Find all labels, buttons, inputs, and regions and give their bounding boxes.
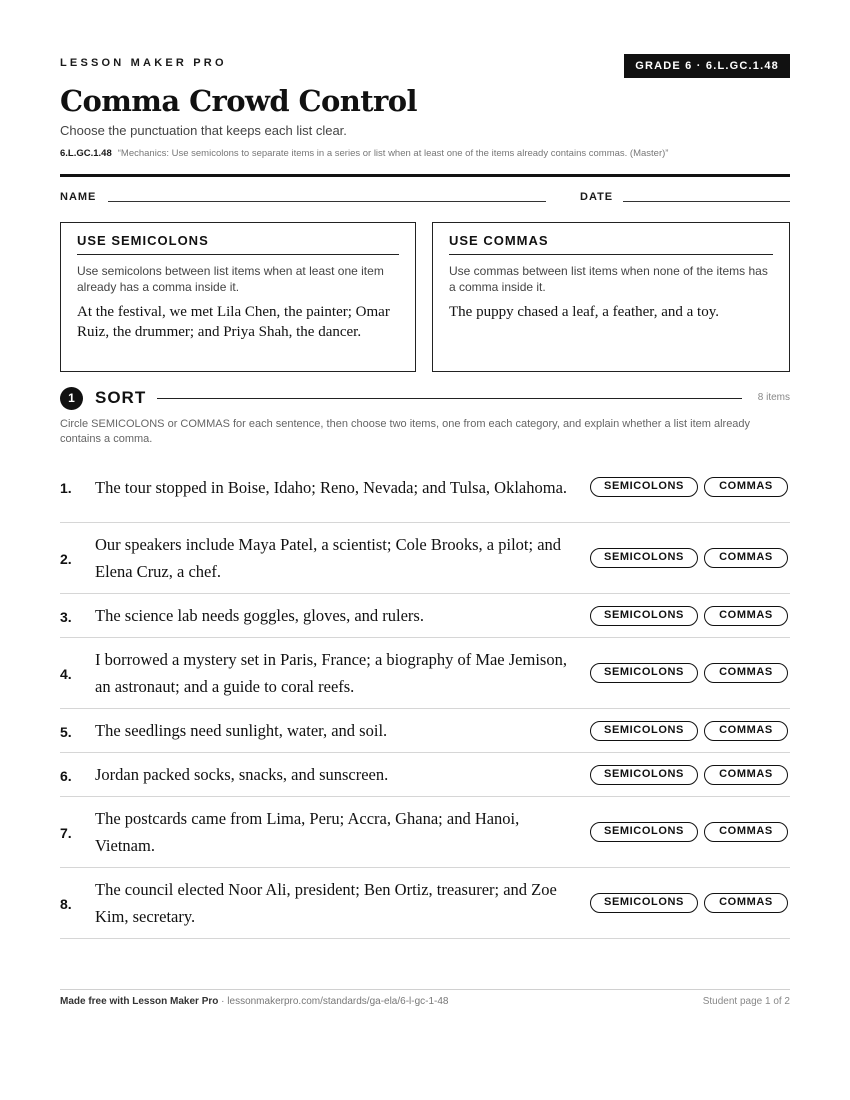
rule-box-commas	[432, 222, 790, 372]
item-count: 8 items	[757, 392, 790, 403]
standard-line	[60, 148, 668, 159]
date-field[interactable]	[623, 201, 790, 202]
list-item	[60, 523, 790, 594]
list-item	[60, 638, 790, 709]
choice-group	[590, 765, 788, 785]
choice-group	[590, 721, 788, 741]
list-item	[60, 753, 790, 797]
rule-box-title: USE COMMAS	[449, 233, 773, 255]
header-divider	[60, 174, 790, 177]
brand-name: LESSON MAKER PRO	[60, 57, 227, 69]
commas-choice[interactable]: COMMAS	[704, 765, 788, 785]
semicolons-choice[interactable]: SEMICOLONS	[590, 893, 698, 913]
choice-group	[590, 606, 788, 626]
list-item	[60, 709, 790, 753]
commas-choice[interactable]: COMMAS	[704, 477, 788, 497]
semicolons-choice[interactable]: SEMICOLONS	[590, 477, 698, 497]
page-subtitle: Choose the punctuation that keeps each list clear.	[60, 123, 347, 138]
semicolons-choice[interactable]: SEMICOLONS	[590, 548, 698, 568]
standard-code: 6.L.GC.1.48	[60, 148, 112, 159]
list-item	[60, 797, 790, 868]
semicolons-choice[interactable]: SEMICOLONS	[590, 606, 698, 626]
rule-box-example: At the festival, we met Lila Chen, the painter; Omar Ruiz, the drummer; and Priya Shah, the dancer.	[77, 304, 390, 340]
list-item	[60, 868, 790, 939]
section-label: SORT	[95, 388, 147, 407]
commas-choice[interactable]: COMMAS	[704, 721, 788, 741]
section-number: 1	[60, 387, 83, 410]
item-sentence: The tour stopped in Boise, Idaho; Reno, Nevada; and Tulsa, Oklahoma.	[95, 477, 568, 497]
rule-box-title: USE SEMICOLONS	[77, 233, 399, 255]
item-number: 6.	[60, 767, 72, 784]
name-label: NAME	[60, 191, 97, 203]
sort-item-list	[60, 452, 790, 939]
item-number: 5.	[60, 723, 72, 740]
rule-box-semicolons	[60, 222, 416, 372]
worksheet-page	[60, 0, 790, 1100]
rule-box-example: The puppy chased a leaf, a feather, and a toy.	[449, 304, 719, 320]
item-sentence: Our speakers include Maya Patel, a scientist; Cole Brooks, a pilot; and Elena Cruz, a chef.	[95, 535, 562, 581]
choice-group	[590, 893, 788, 913]
rule-box-description: Use semicolons between list items when at least one item already has a comma inside it.	[77, 264, 384, 294]
date-label: DATE	[580, 191, 614, 203]
commas-choice[interactable]: COMMAS	[704, 893, 788, 913]
page-title: Comma Crowd Control	[60, 84, 417, 118]
rule-box-description: Use commas between list items when none of the items has a comma inside it.	[449, 264, 768, 294]
name-field[interactable]	[108, 201, 546, 202]
standard-text: “Mechanics: Use semicolons to separate items in a series or list when at least one of the items already contains commas. (Master)”	[117, 148, 669, 159]
item-sentence: The seedlings need sunlight, water, and soil.	[95, 721, 388, 740]
item-sentence: The council elected Noor Ali, president; Ben Ortiz, treasurer; and Zoe Kim, secretary.	[95, 880, 557, 926]
semicolons-choice[interactable]: SEMICOLONS	[590, 822, 698, 842]
commas-choice[interactable]: COMMAS	[704, 606, 788, 626]
commas-choice[interactable]: COMMAS	[704, 548, 788, 568]
semicolons-choice[interactable]: SEMICOLONS	[590, 663, 698, 683]
section-divider	[157, 398, 742, 399]
item-sentence: The science lab needs goggles, gloves, and rulers.	[95, 606, 424, 625]
grade-badge: GRADE 6 · 6.L.GC.1.48	[624, 54, 790, 78]
item-number: 7.	[60, 825, 72, 841]
semicolons-choice[interactable]: SEMICOLONS	[590, 721, 698, 741]
item-sentence: I borrowed a mystery set in Paris, France; a biography of Mae Jemison, an astronaut; and a guide to coral reefs.	[95, 650, 567, 696]
semicolons-choice[interactable]: SEMICOLONS	[590, 765, 698, 785]
choice-group	[590, 822, 788, 842]
footer-url[interactable]: · lessonmakerpro.com/standards/ga-ela/6-l-gc-1-48	[221, 996, 449, 1007]
section-instructions: Circle SEMICOLONS or COMMAS for each sentence, then choose two items, one from each category, and explain whether a list item already contains a comma.	[60, 418, 751, 445]
item-number: 1.	[60, 480, 72, 496]
list-item	[60, 594, 790, 638]
footer-page-number: Student page 1 of 2	[702, 996, 790, 1007]
item-number: 2.	[60, 551, 72, 567]
item-sentence: The postcards came from Lima, Peru; Accra, Ghana; and Hanoi, Vietnam.	[95, 809, 520, 855]
item-number: 8.	[60, 896, 72, 912]
footer-made-with: Made free with Lesson Maker Pro	[60, 996, 219, 1007]
item-number: 3.	[60, 608, 72, 625]
commas-choice[interactable]: COMMAS	[704, 822, 788, 842]
item-number: 4.	[60, 666, 72, 682]
footer-divider	[60, 989, 790, 990]
commas-choice[interactable]: COMMAS	[704, 663, 788, 683]
choice-group	[590, 548, 788, 568]
list-item	[60, 452, 790, 523]
item-sentence: Jordan packed socks, snacks, and sunscreen.	[95, 765, 389, 784]
choice-group	[590, 663, 788, 683]
choice-group	[590, 477, 788, 497]
section-header	[60, 386, 790, 410]
footer-credit	[60, 996, 449, 1007]
